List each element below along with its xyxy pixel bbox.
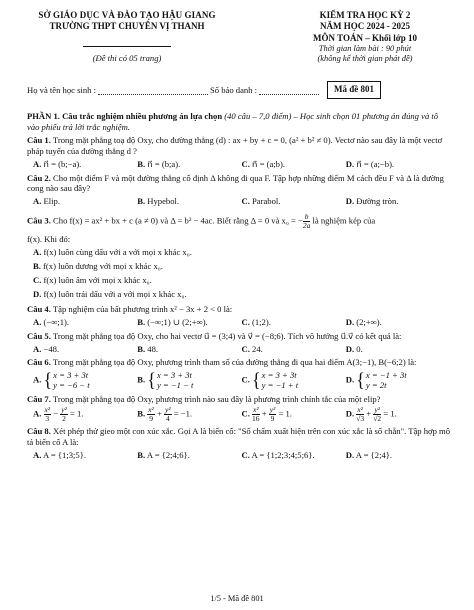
page-footer: 1/5 - Mã đề 801 (210, 594, 264, 603)
option-c[interactable]: C. A = {1;2;3;4;5;6}. (241, 449, 315, 460)
option-a[interactable]: A. { x = 3 + 3t y = −6 − t (33, 369, 90, 392)
question-number: Câu 5. (27, 330, 51, 341)
question-text: Trong mặt phẳng tọa độ Oxy, cho hai vectơ u⃗ = (3;4) và v⃗ = (−8;6). Tích vô hướng u⃗.v⃗ có kết quả là: (52, 330, 402, 341)
option-d[interactable]: D. Đường tròn. (345, 196, 399, 207)
options-row (27, 450, 450, 461)
option-b[interactable]: B. { x = 3 + 3t y = −1 − t (137, 369, 194, 392)
question-text-cont: là nghiệm kép của (310, 215, 376, 226)
option-a[interactable]: A. −48. (33, 343, 60, 354)
question-number: Câu 8. (27, 426, 51, 437)
option-b[interactable]: B. (−∞;1) ∪ (2;+∞). (137, 317, 208, 328)
question-6 (27, 357, 450, 390)
question-number: Câu 1. (27, 135, 51, 146)
exam-time-note: (không kể thời gian phát đề) (317, 54, 413, 64)
question-number: Câu 7. (27, 393, 51, 404)
exam-code-box: Mã đề 801 (327, 81, 381, 98)
option-d[interactable]: D. n⃗ = (a;−b). (345, 158, 395, 169)
option-a[interactable]: A. n⃗ = (b;−a). (33, 158, 82, 169)
question-7 (27, 394, 450, 423)
part1-title: PHẦN 1. Câu trắc nghiệm nhiều phương án lựa chọn (27, 111, 223, 121)
option-a[interactable]: A. Elip. (33, 196, 60, 207)
header-divider (83, 46, 171, 47)
option-c[interactable]: C. $\frac{\text{x²}}{16}$ + $\frac{\text{y²}}{9}$ = 1. (241, 405, 292, 424)
fraction: $\frac{b}{2a}$ (302, 211, 311, 230)
option-a[interactable]: A. $\frac{\text{x²}}{3}$ − $\frac{\text{y²}}{2}$ = 1. (33, 405, 84, 424)
question-text: Trong mặt phẳng toạ độ Oxy, cho đường thẳng (d) : ax + by + c = 0, (a² + b² ≠ 0). Vectơ nào sau đây là một vectơ pháp tuyến của đường thẳng d ? (27, 135, 443, 157)
subject-title: MÔN TOÁN – Khối lớp 10 (313, 32, 417, 43)
school-name: TRƯỜNG THPT CHUYÊN VỊ THANH (49, 21, 205, 32)
option-c[interactable]: C. (1;2). (241, 317, 271, 328)
option-d[interactable]: D. 0. (345, 343, 363, 354)
sbd-field[interactable] (259, 86, 319, 95)
question-text: Cho f(x) = ax² + bx + c (a ≠ 0) và Δ = b² − 4ac. Biết rằng Δ = 0 và x₀ = − (53, 215, 303, 226)
question-2 (27, 173, 450, 207)
options-row (27, 317, 450, 328)
options-column (27, 247, 450, 299)
student-name-field[interactable] (98, 86, 208, 95)
question-3 (27, 213, 450, 299)
options-row (27, 406, 450, 423)
options-row (27, 159, 450, 170)
option-a[interactable]: A. A = {1;3;5}. (33, 449, 86, 460)
sbd-label: Số báo danh : (209, 84, 258, 95)
exam-title: KIỂM TRA HỌC KỲ 2 (319, 10, 411, 20)
question-text: Trong mặt phẳng tọa độ Oxy, phương trình nào sau đây là phương trình chính tắc của một elip? (52, 393, 381, 404)
question-number: Câu 6. (27, 357, 51, 368)
part1-heading (27, 111, 450, 132)
option-b[interactable]: B. Hypebol. (137, 196, 180, 207)
option-b[interactable]: B. $\frac{\text{x²}}{9}$ + $\frac{\text{y²}}{4}$ = −1. (137, 405, 193, 424)
question-number: Câu 4. (27, 304, 51, 315)
question-text-line2: f(x). Khi đó: (27, 233, 71, 244)
options-row (27, 370, 450, 391)
option-b[interactable]: B. f(x) luôn dương với mọi x khác x₀. (33, 261, 163, 272)
question-text: Xét phép thử gieo một con xúc xắc. Gọi A là biến cố: "Số chấm xuất hiện trên con xúc xắc là số chẵn". Tập hợp mô tả biến cố A là: (27, 426, 450, 447)
option-d[interactable]: D. (2;+∞). (345, 317, 382, 328)
exam-header (27, 10, 450, 72)
student-info (27, 81, 450, 99)
option-b[interactable]: B. A = {2;4;6}. (137, 449, 190, 460)
option-c[interactable]: C. n⃗ = (a;b). (241, 158, 285, 169)
option-d[interactable]: D. f(x) luôn trái dấu với a với mọi x khác x₀. (33, 288, 187, 299)
exam-time: Thời gian làm bài : 90 phút (318, 43, 412, 53)
question-5 (27, 331, 450, 354)
option-d[interactable]: D. A = {2;4}. (345, 449, 393, 460)
option-b[interactable]: B. n⃗ = (b;a). (137, 158, 181, 169)
option-a[interactable]: A. f(x) luôn cùng dấu với a với mọi x khác x₀. (33, 247, 192, 258)
question-text: Cho một điểm F và một đường thẳng cố định Δ không đi qua F. Tập hợp những điểm M cách đều F và Δ là đường cong nào sau đây? (27, 172, 444, 194)
option-c[interactable]: C. Parabol. (241, 196, 281, 207)
options-row (27, 344, 450, 355)
question-8 (27, 426, 450, 460)
option-c[interactable]: C. 24. (241, 343, 263, 354)
option-b[interactable]: B. 48. (137, 343, 159, 354)
part1-note: (40 câu – 7,0 điểm) – Học sinh chọn 01 phương án đúng và tô vào phiếu trả lời trắc nghiệm. (27, 111, 439, 132)
option-c[interactable]: C. { x = 3 + 3t y = −1 + t (241, 369, 299, 392)
header-right (280, 10, 450, 72)
question-number: Câu 2. (27, 172, 51, 183)
question-text: Trong mặt phẳng tọa độ Oxy, phương trình tham số của đường thẳng đi qua hai điểm A(3;−1), B(−6;2) là: (52, 357, 417, 368)
question-text: Tập nghiệm của bất phương trình x² − 3x + 2 < 0 là: (52, 304, 233, 315)
department-name: SỞ GIÁO DỤC VÀ ĐÀO TẠO HẬU GIANG (38, 10, 216, 20)
header-left (27, 10, 227, 72)
option-c[interactable]: C. f(x) luôn âm với mọi x khác x₀. (33, 274, 152, 285)
options-row (27, 196, 450, 207)
question-4 (27, 304, 450, 327)
pages-note: (Đề thi có 05 trang) (92, 52, 162, 63)
option-d[interactable]: D. $\frac{\text{x²}}{√3}$ + $\frac{\text{y²}}{√2}$ = 1. (345, 405, 397, 424)
student-name-label: Họ và tên học sinh : (27, 84, 96, 95)
question-number: Câu 3. (27, 215, 51, 226)
option-a[interactable]: A. (−∞;1). (33, 317, 70, 328)
question-1 (27, 135, 450, 169)
school-year: NĂM HỌC 2024 - 2025 (320, 21, 410, 32)
option-d[interactable]: D. { x = −1 + 3t y = 2t (345, 369, 407, 392)
